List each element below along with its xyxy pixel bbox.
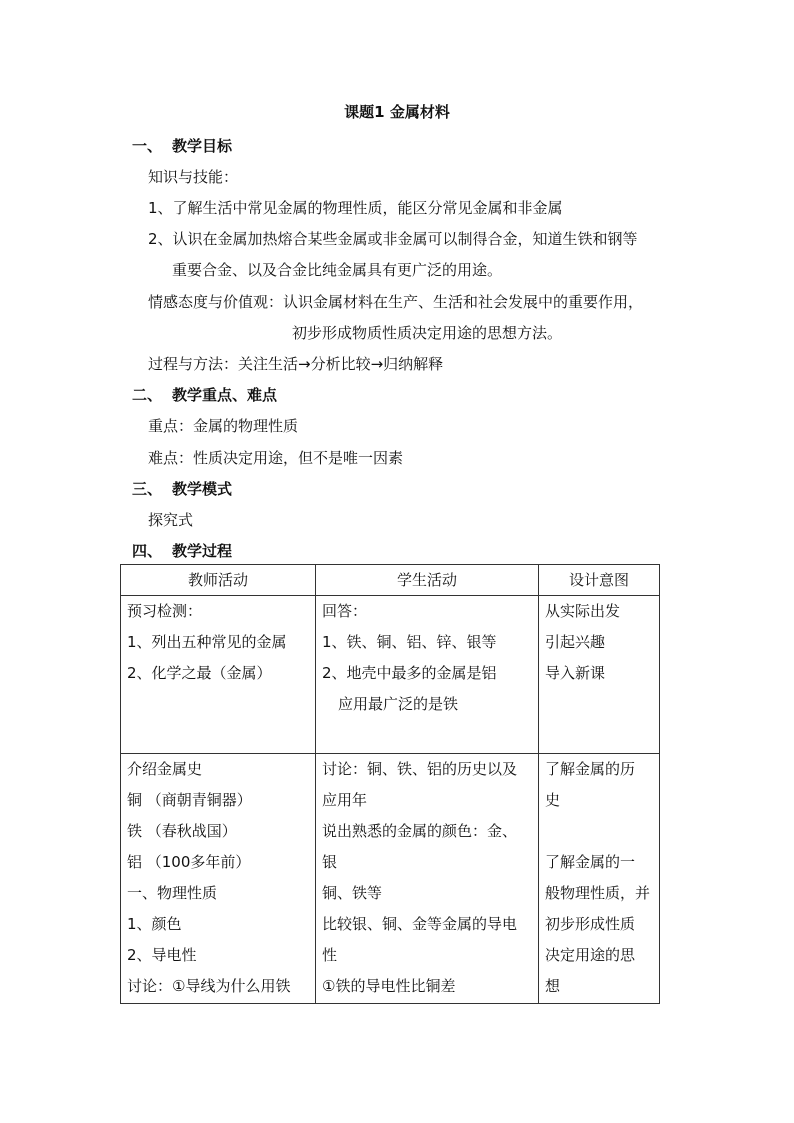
process-objective: 过程与方法：关注生活→分析比较→归纳解释 (148, 355, 444, 373)
section-heading-2: 二、 教学重点、难点 (132, 386, 278, 404)
key-point: 重点：金属的物理性质 (148, 417, 299, 435)
header-intent: 设计意图 (539, 565, 660, 596)
emotion-objective: 情感态度与价值观：认识金属材料在生产、生活和社会发展中的重要作用， (148, 293, 644, 311)
row1-intent: 从实际出发 引起兴趣 导入新课 (539, 596, 660, 754)
knowledge-label: 知识与技能： (148, 168, 239, 186)
teaching-mode: 探究式 (148, 511, 194, 529)
section-heading-3: 三、 教学模式 (132, 480, 233, 498)
row1-teacher: 预习检测： 1、列出五种常见的金属 2、化学之最（金属） (121, 596, 316, 754)
teaching-process-table (120, 564, 660, 1004)
table-row (121, 754, 660, 1004)
row2-intent: 了解金属的历 史 了解金属的一 般物理性质，并 初步形成性质 决定用途的思 想 (539, 754, 660, 1004)
header-student: 学生活动 (316, 565, 539, 596)
objective-item-2: 2、认识在金属加热熔合某些金属或非金属可以制得合金，知道生铁和钢等 (148, 230, 638, 248)
header-teacher: 教师活动 (121, 565, 316, 596)
section-heading-4: 四、 教学过程 (132, 542, 233, 560)
row2-teacher: 介绍金属史 铜 （商朝青铜器） 铁 （春秋战国） 铝 （100多年前） 一、物理性质 1、颜色 2、导电性 讨论：①导线为什么用铁 (121, 754, 316, 1004)
difficult-point: 难点：性质决定用途，但不是唯一因素 (148, 449, 404, 467)
page-title: 课题1 金属材料 (344, 103, 450, 121)
row1-student: 回答： 1、铁、铜、铝、锌、银等 2、地壳中最多的金属是铝 应用最广泛的是铁 (316, 596, 539, 754)
objective-item-2-cont: 重要合金、以及合金比纯金属具有更广泛的用途。 (172, 261, 503, 279)
table-row (121, 596, 660, 754)
objective-item-1: 1、了解生活中常见金属的物理性质，能区分常见金属和非金属 (148, 199, 563, 217)
row2-student: 讨论：铜、铁、铝的历史以及 应用年 说出熟悉的金属的颜色：金、 银 铜、铁等 比较银、铜、金等金属的导电 性 ①铁的导电性比铜差 (316, 754, 539, 1004)
emotion-objective-cont: 初步形成物质性质决定用途的思想方法。 (292, 324, 563, 342)
section-heading-1: 一、 教学目标 (132, 137, 233, 155)
table-header-row (121, 565, 660, 596)
